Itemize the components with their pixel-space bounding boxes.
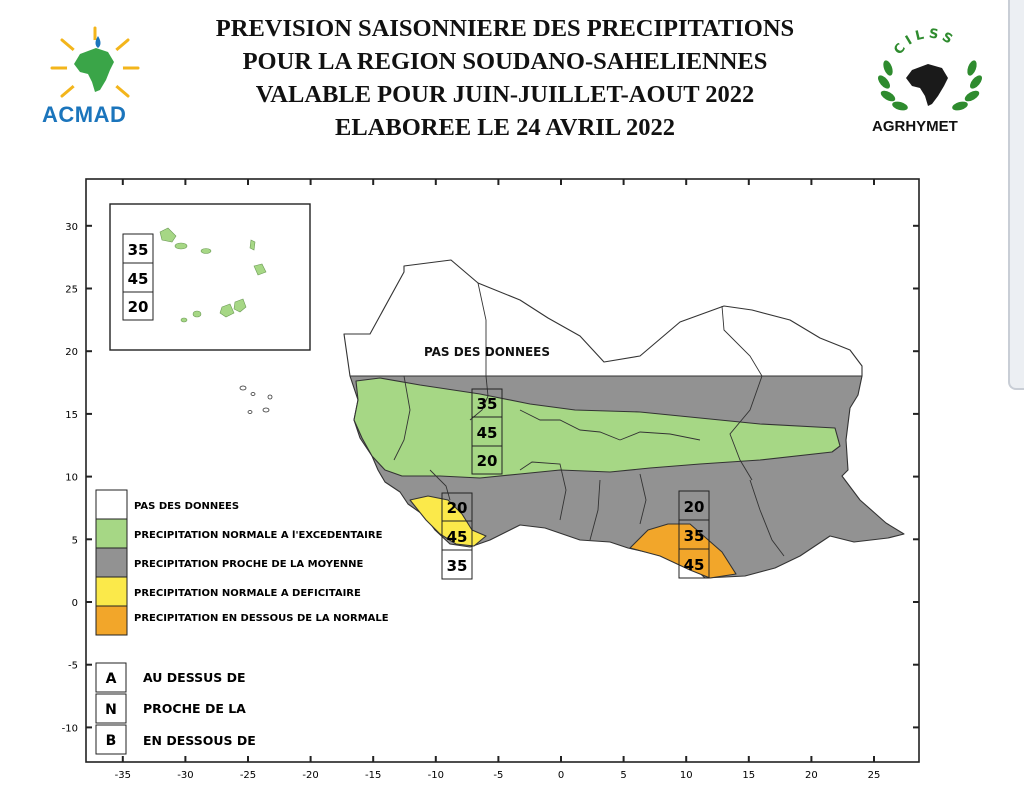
legend-swatch-no-data [96,490,127,519]
x-tick-label: -25 [239,770,257,781]
x-tick-label: 25 [867,770,881,781]
x-tick-label: 20 [805,770,818,781]
y-tick-label: 15 [65,409,78,421]
x-tick-label: -15 [365,770,382,781]
cv-above: 35 [127,241,149,259]
cv-below: 20 [127,298,149,316]
acmad-logo-text: ACMAD [42,102,127,127]
y-tick-label: 10 [65,472,78,484]
gulf-below: 45 [683,556,705,574]
x-tick-label: 10 [679,770,693,781]
legend-label-below: PRECIPITATION EN DESSOUS DE LA NORMALE [134,613,389,624]
x-tick-label: -5 [493,770,504,781]
key-letter-n: N [105,702,117,718]
y-tick-label: 0 [71,598,78,609]
x-tick-label: 0 [557,770,565,781]
agrhymet-logo-text: AGRHYMET [872,118,958,135]
key-label-near: PROCHE DE LA [143,701,246,716]
gulf-above: 20 [683,498,705,516]
gulf-near: 35 [683,527,705,545]
key-letter-b: B [105,733,117,749]
gc-near: 45 [446,528,468,546]
sahel-above: 35 [476,395,498,413]
sahel-near: 45 [476,424,498,442]
legend-label-above: PRECIPITATION NORMALE A l'EXCEDENTAIRE [134,530,383,541]
x-tick-label: -30 [177,770,194,781]
x-axis-labels [115,770,881,781]
legend-swatch-above [96,519,127,548]
legend-swatch-below [96,606,127,635]
x-tick-label: 5 [620,770,627,781]
y-axis-labels [62,222,78,735]
legend-swatch-near [96,548,127,577]
legend-label-normal-deficit: PRECIPITATION NORMALE A DEFICITAIRE [134,588,361,599]
tercile-key [96,663,256,754]
y-tick-label: 5 [71,535,78,547]
key-letter-a: A [105,671,117,687]
key-label-above: AU DESSUS DE [143,670,246,685]
x-tick-label: -35 [114,770,131,781]
y-tick-label: 30 [65,221,78,233]
x-tick-label: -10 [427,770,444,781]
sahel-below: 20 [476,452,498,470]
title-line-4: ELABOREE LE 24 AVRIL 2022 [335,114,675,141]
legend-label-near: PRECIPITATION PROCHE DE LA MOYENNE [134,559,364,570]
y-tick-label: -5 [68,660,78,672]
gc-below: 35 [446,557,468,575]
legend-swatch-normal-deficit [96,577,127,606]
y-tick-label: 20 [65,347,78,359]
key-label-below: EN DESSOUS DE [143,733,256,748]
x-tick-label: 15 [742,770,756,781]
title-line-3: VALABLE POUR JUIN-JUILLET-AOUT 2022 [255,81,755,108]
y-tick-label: -10 [61,723,78,735]
title-line-2: POUR LA REGION SOUDANO-SAHELIENNES [242,48,768,75]
y-tick-label: 25 [65,284,78,296]
cv-near: 45 [127,270,149,288]
x-tick-label: -20 [302,770,319,781]
gc-above: 20 [446,499,468,517]
no-data-label: PAS DES DONNEES [423,345,551,359]
title-line-1: PREVISION SAISONNIERE DES PRECIPITATIONS [215,15,795,42]
legend-label-no-data: PAS DES DONNEES [134,501,240,512]
cilss-arc-text: CILSS [891,26,959,58]
prob-box-cape-verde [123,234,153,320]
